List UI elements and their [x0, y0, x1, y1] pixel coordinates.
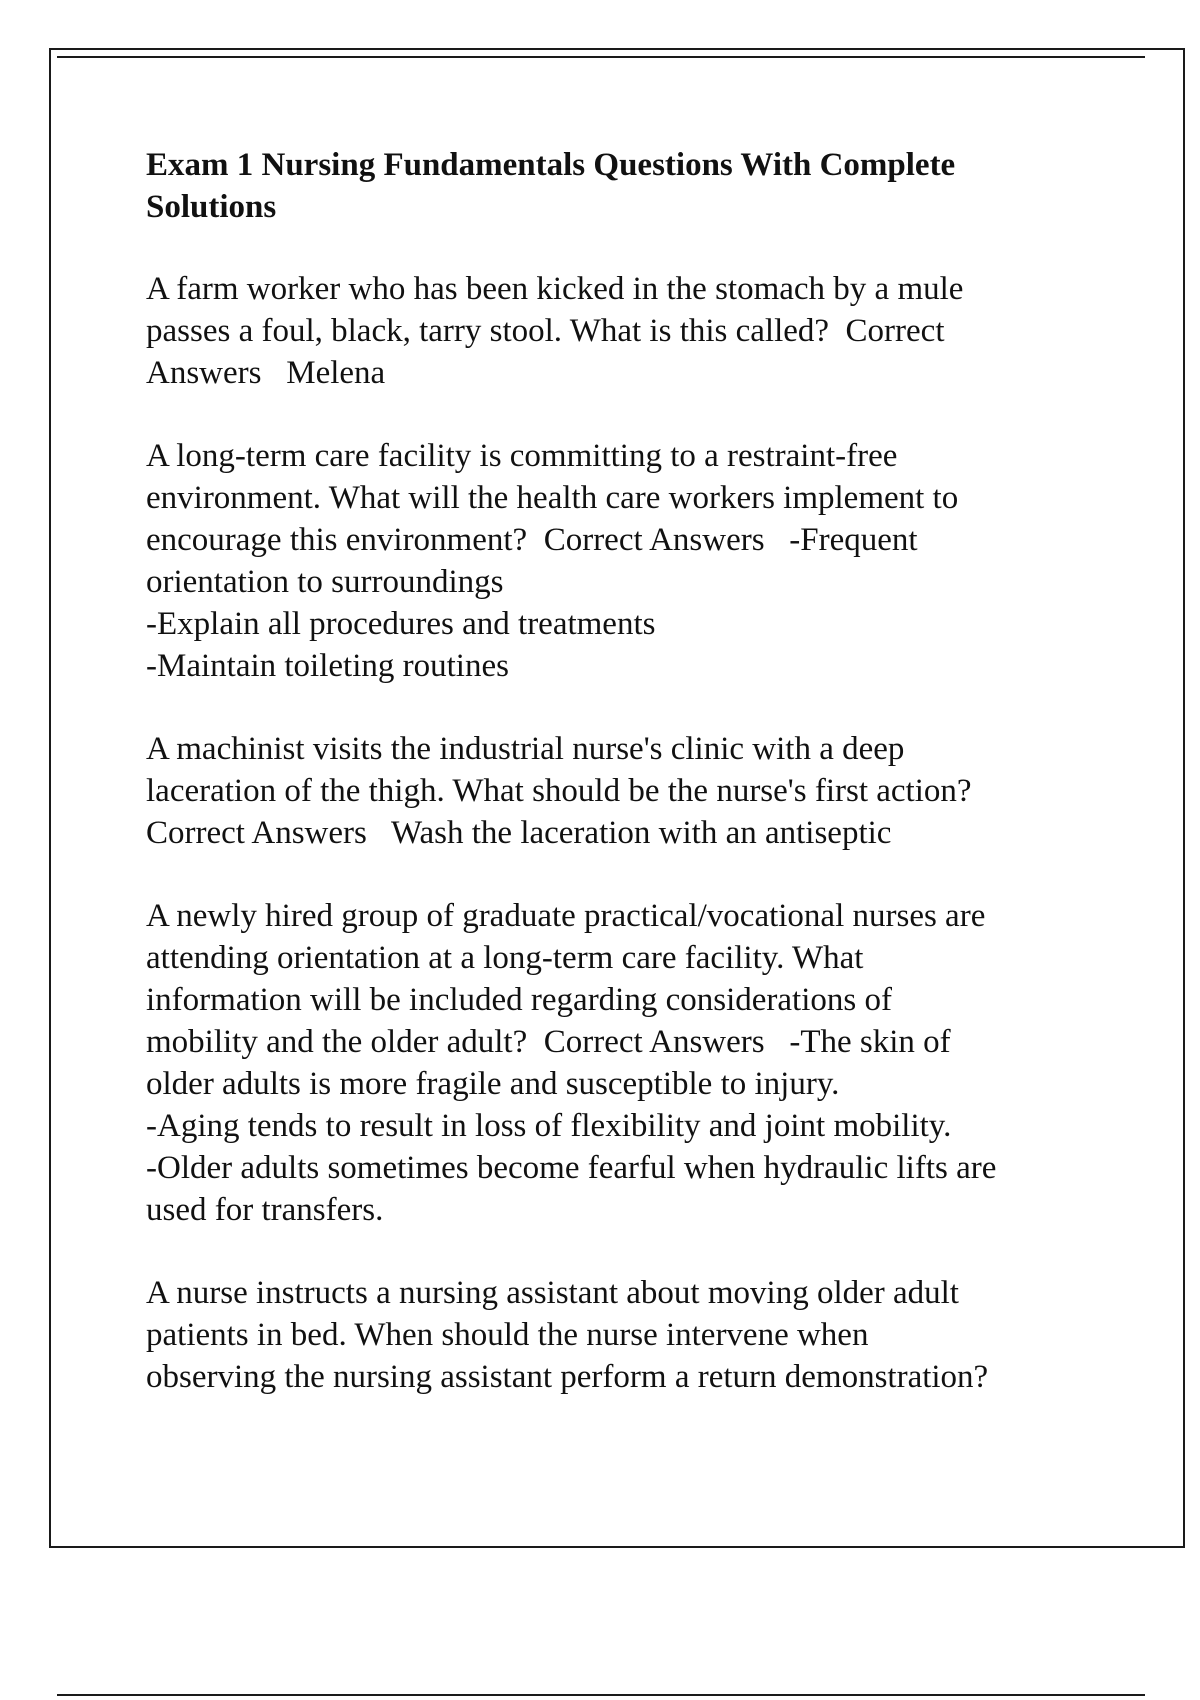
title-line: Exam 1 Nursing Fundamentals Questions With Complete — [146, 147, 956, 183]
text-line: A long-term care facility is committing to a restraint-free — [146, 438, 898, 474]
text-line: older adults is more fragile and susceptible to injury. — [146, 1066, 840, 1102]
text-line: A newly hired group of graduate practical/vocational nurses are — [146, 898, 986, 934]
text-line: -Aging tends to result in loss of flexibility and joint mobility. — [146, 1108, 952, 1144]
text-line: encourage this environment? Correct Answers -Frequent — [146, 522, 918, 558]
question-block — [146, 895, 1106, 1231]
text-line: patients in bed. When should the nurse intervene when — [146, 1317, 869, 1353]
text-line: mobility and the older adult? Correct Answers -The skin of — [146, 1024, 951, 1060]
text-line: environment. What will the health care workers implement to — [146, 480, 959, 516]
text-line: A farm worker who has been kicked in the stomach by a mule — [146, 271, 964, 307]
text-line: -Older adults sometimes become fearful when hydraulic lifts are — [146, 1150, 997, 1186]
top-rule — [57, 56, 1145, 58]
text-line: -Maintain toileting routines — [146, 648, 509, 684]
title-line: Solutions — [146, 189, 277, 225]
text-line: used for transfers. — [146, 1192, 384, 1228]
text-line: A machinist visits the industrial nurse's clinic with a deep — [146, 731, 905, 767]
text-line: attending orientation at a long-term care facility. What — [146, 940, 864, 976]
question-block — [146, 728, 1106, 854]
text-line: Answers Melena — [146, 355, 386, 391]
question-block — [146, 1272, 1106, 1398]
text-line: orientation to surroundings — [146, 564, 504, 600]
text-line: observing the nursing assistant perform a return demonstration? — [146, 1359, 989, 1395]
text-line: passes a foul, black, tarry stool. What is this called? Correct — [146, 313, 945, 349]
question-block — [146, 435, 1106, 687]
question-block — [146, 268, 1106, 394]
bottom-rule — [57, 1694, 1145, 1696]
text-line: information will be included regarding considerations of — [146, 982, 892, 1018]
document-title — [146, 144, 1106, 228]
text-line: A nurse instructs a nursing assistant about moving older adult — [146, 1275, 959, 1311]
text-line: laceration of the thigh. What should be the nurse's first action? — [146, 773, 972, 809]
text-line: -Explain all procedures and treatments — [146, 606, 656, 642]
text-line: Correct Answers Wash the laceration with an antiseptic — [146, 815, 892, 851]
document-body — [146, 144, 1106, 1439]
